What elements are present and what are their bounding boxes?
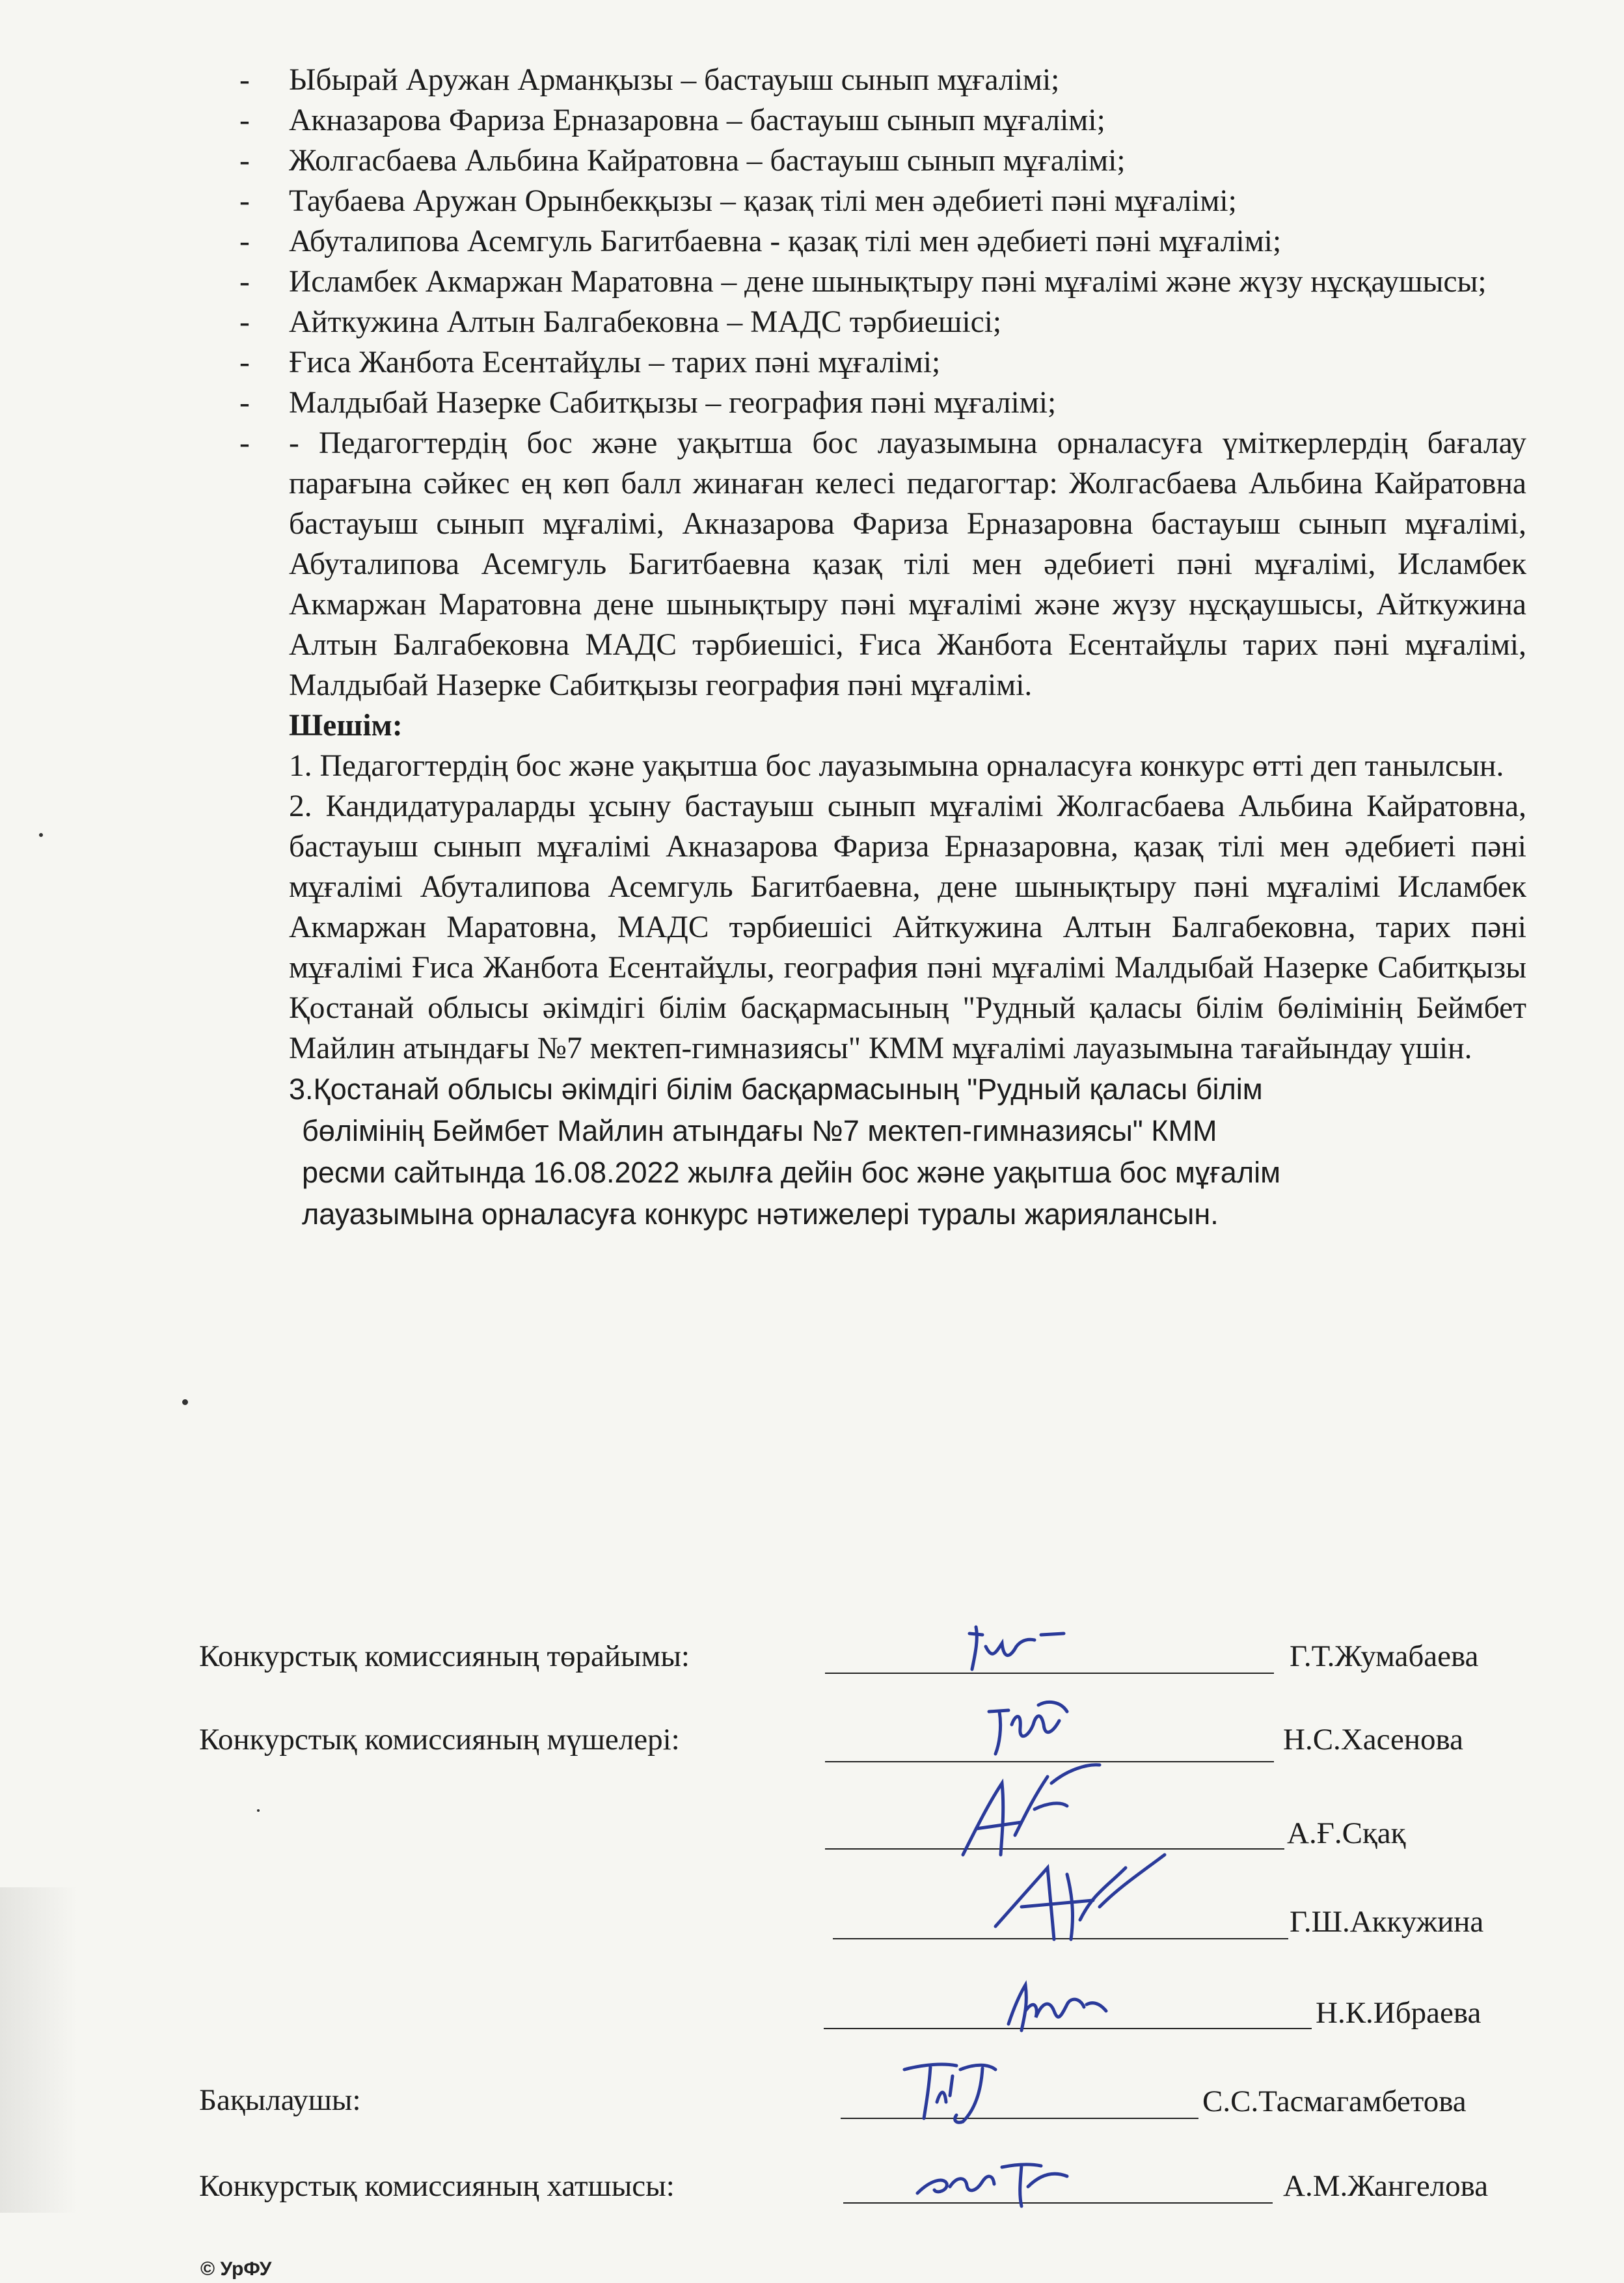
member-name: А.Ғ.Сқақ [1287, 1816, 1406, 1850]
staff-item: - Малдыбай Назерке Сабитқызы – география пәні мұғалімі; [232, 383, 1526, 423]
member-signature [995, 1978, 1113, 2037]
observer-signature-line [841, 2118, 1198, 2119]
staff-item: - Ыбырай Аружан Арманқызы – бастауыш сынып мұғалімі; [232, 60, 1526, 100]
decision-title: Шешім: [289, 709, 403, 743]
decision-item-3-line: бөлімінің Беймбет Майлин атындағы №7 мектеп-гимназиясы" КММ [302, 1114, 1217, 1147]
decision-item-2: 2. Кандидатураларды ұсыну бастауыш сынып мұғалімі Жолгасбаева Альбина Кайратовна, бастауыш сынып мұғалімі Акназарова Фариза Ерназаровна, қазақ тілі мен әдебиеті пәні мұғалімі Абуталипова Асемгуль Багитбаевна, дене шынықтыру пәні мұғалімі Исламбек Акмаржан Маратовна, МАДС тәрбиешісі Айткужина Алтын Балгабековна, тарих пәні мұғалімі Ғиса Жанбота Есентайұлы, география пәні мұғалімі Малдыбай Назерке Сабитқызы Қостанай облысы әкімдігі білім басқармасының "Рудный қаласы білім бөлімінің Беймбет Майлин атындағы №7 мектеп-гимназиясы" КММ мұғалімі лауазымына тағайындау үшін. [289, 789, 1526, 1065]
decision-item-1: 1. Педагогтердің бос және уақытша бос лауазымына орналасуға конкурс өтті деп танылсын. [289, 749, 1504, 783]
staff-item: - Абуталипова Асемгуль Багитбаевна - қазақ тілі мен әдебиеті пәні мұғалімі; [232, 221, 1526, 262]
staff-item: - Таубаева Аружан Орынбекқызы – қазақ тілі мен әдебиеті пәні мұғалімі; [232, 181, 1526, 221]
decision-item-3-line: лауазымына орналасуға конкурс нәтижелері туралы жариялансын. [302, 1197, 1219, 1231]
staff-item: - Ғиса Жанбота Есентайұлы – тарих пәні мұғалімі; [232, 342, 1526, 383]
observer-label: Бақылаушы: [199, 2083, 361, 2117]
chair-name: Г.Т.Жумабаева [1290, 1639, 1479, 1673]
copyright-text: © УрФУ [200, 2258, 272, 2280]
member-signature [976, 1848, 1171, 1952]
decision-item-3-line: 3.Қостанай облысы әкімдігі білім басқармасының "Рудный қаласы білім [289, 1073, 1263, 1106]
secretary-signature [911, 2148, 1074, 2213]
chair-signature [956, 1620, 1080, 1679]
chair-label: Конкурстық комиссияның төрайымы: [199, 1639, 690, 1673]
observer-signature [898, 2057, 1015, 2128]
secretary-name: А.М.Жангелова [1283, 2169, 1489, 2203]
member-signature [976, 1692, 1080, 1764]
members-label: Конкурстық комиссияның мүшелері: [199, 1723, 680, 1757]
staff-summary: - - Педагогтердің бос және уақытша бос лауазымына орналасуға үміткерлердің бағалау парағына сәйкес ең көп балл жинаған келесі педагогтар: Жолгасбаева Альбина Кайратовна бастауыш сынып мұғалімі, Акназарова Фариза Ерназаровна бастауыш сынып мұғалімі, Абуталипова Асемгуль Багитбаевна қазақ тілі мен әдебиеті пәні мұғалімі, Исламбек Акмаржан Маратовна дене шынықтыру пәні мұғалімі және жүзу нұсқаушысы, Айткужина Алтын Балгабековна МАДС тәрбиешісі, Ғиса Жанбота Есентайұлы тарих пәні мұғалімі, Малдыбай Назерке Сабитқызы география пәні мұғалімі. [232, 423, 1526, 705]
decision-item-3-line: ресми сайтында 16.08.2022 жылға дейін бос және уақытша бос мұғалім [302, 1156, 1281, 1189]
member-name: Г.Ш.Аккужина [1290, 1905, 1484, 1939]
observer-name: С.С.Тасмагамбетова [1202, 2085, 1467, 2118]
staff-item: - Акназарова Фариза Ерназаровна – бастауыш сынып мұғалімі; [232, 100, 1526, 141]
secretary-label: Конкурстық комиссияның хатшысы: [199, 2169, 675, 2203]
staff-item: - Исламбек Акмаржан Маратовна – дене шынықтыру пәні мұғалімі және жүзу нұсқаушысы; [232, 262, 1526, 302]
member-name: Н.К.Ибраева [1316, 1996, 1482, 2030]
member-name: Н.С.Хасенова [1283, 1723, 1463, 1757]
staff-item: - Айткужина Алтын Балгабековна – МАДС тәрбиешісі; [232, 302, 1526, 342]
staff-item: - Жолгасбаева Альбина Кайратовна – бастауыш сынып мұғалімі; [232, 141, 1526, 181]
